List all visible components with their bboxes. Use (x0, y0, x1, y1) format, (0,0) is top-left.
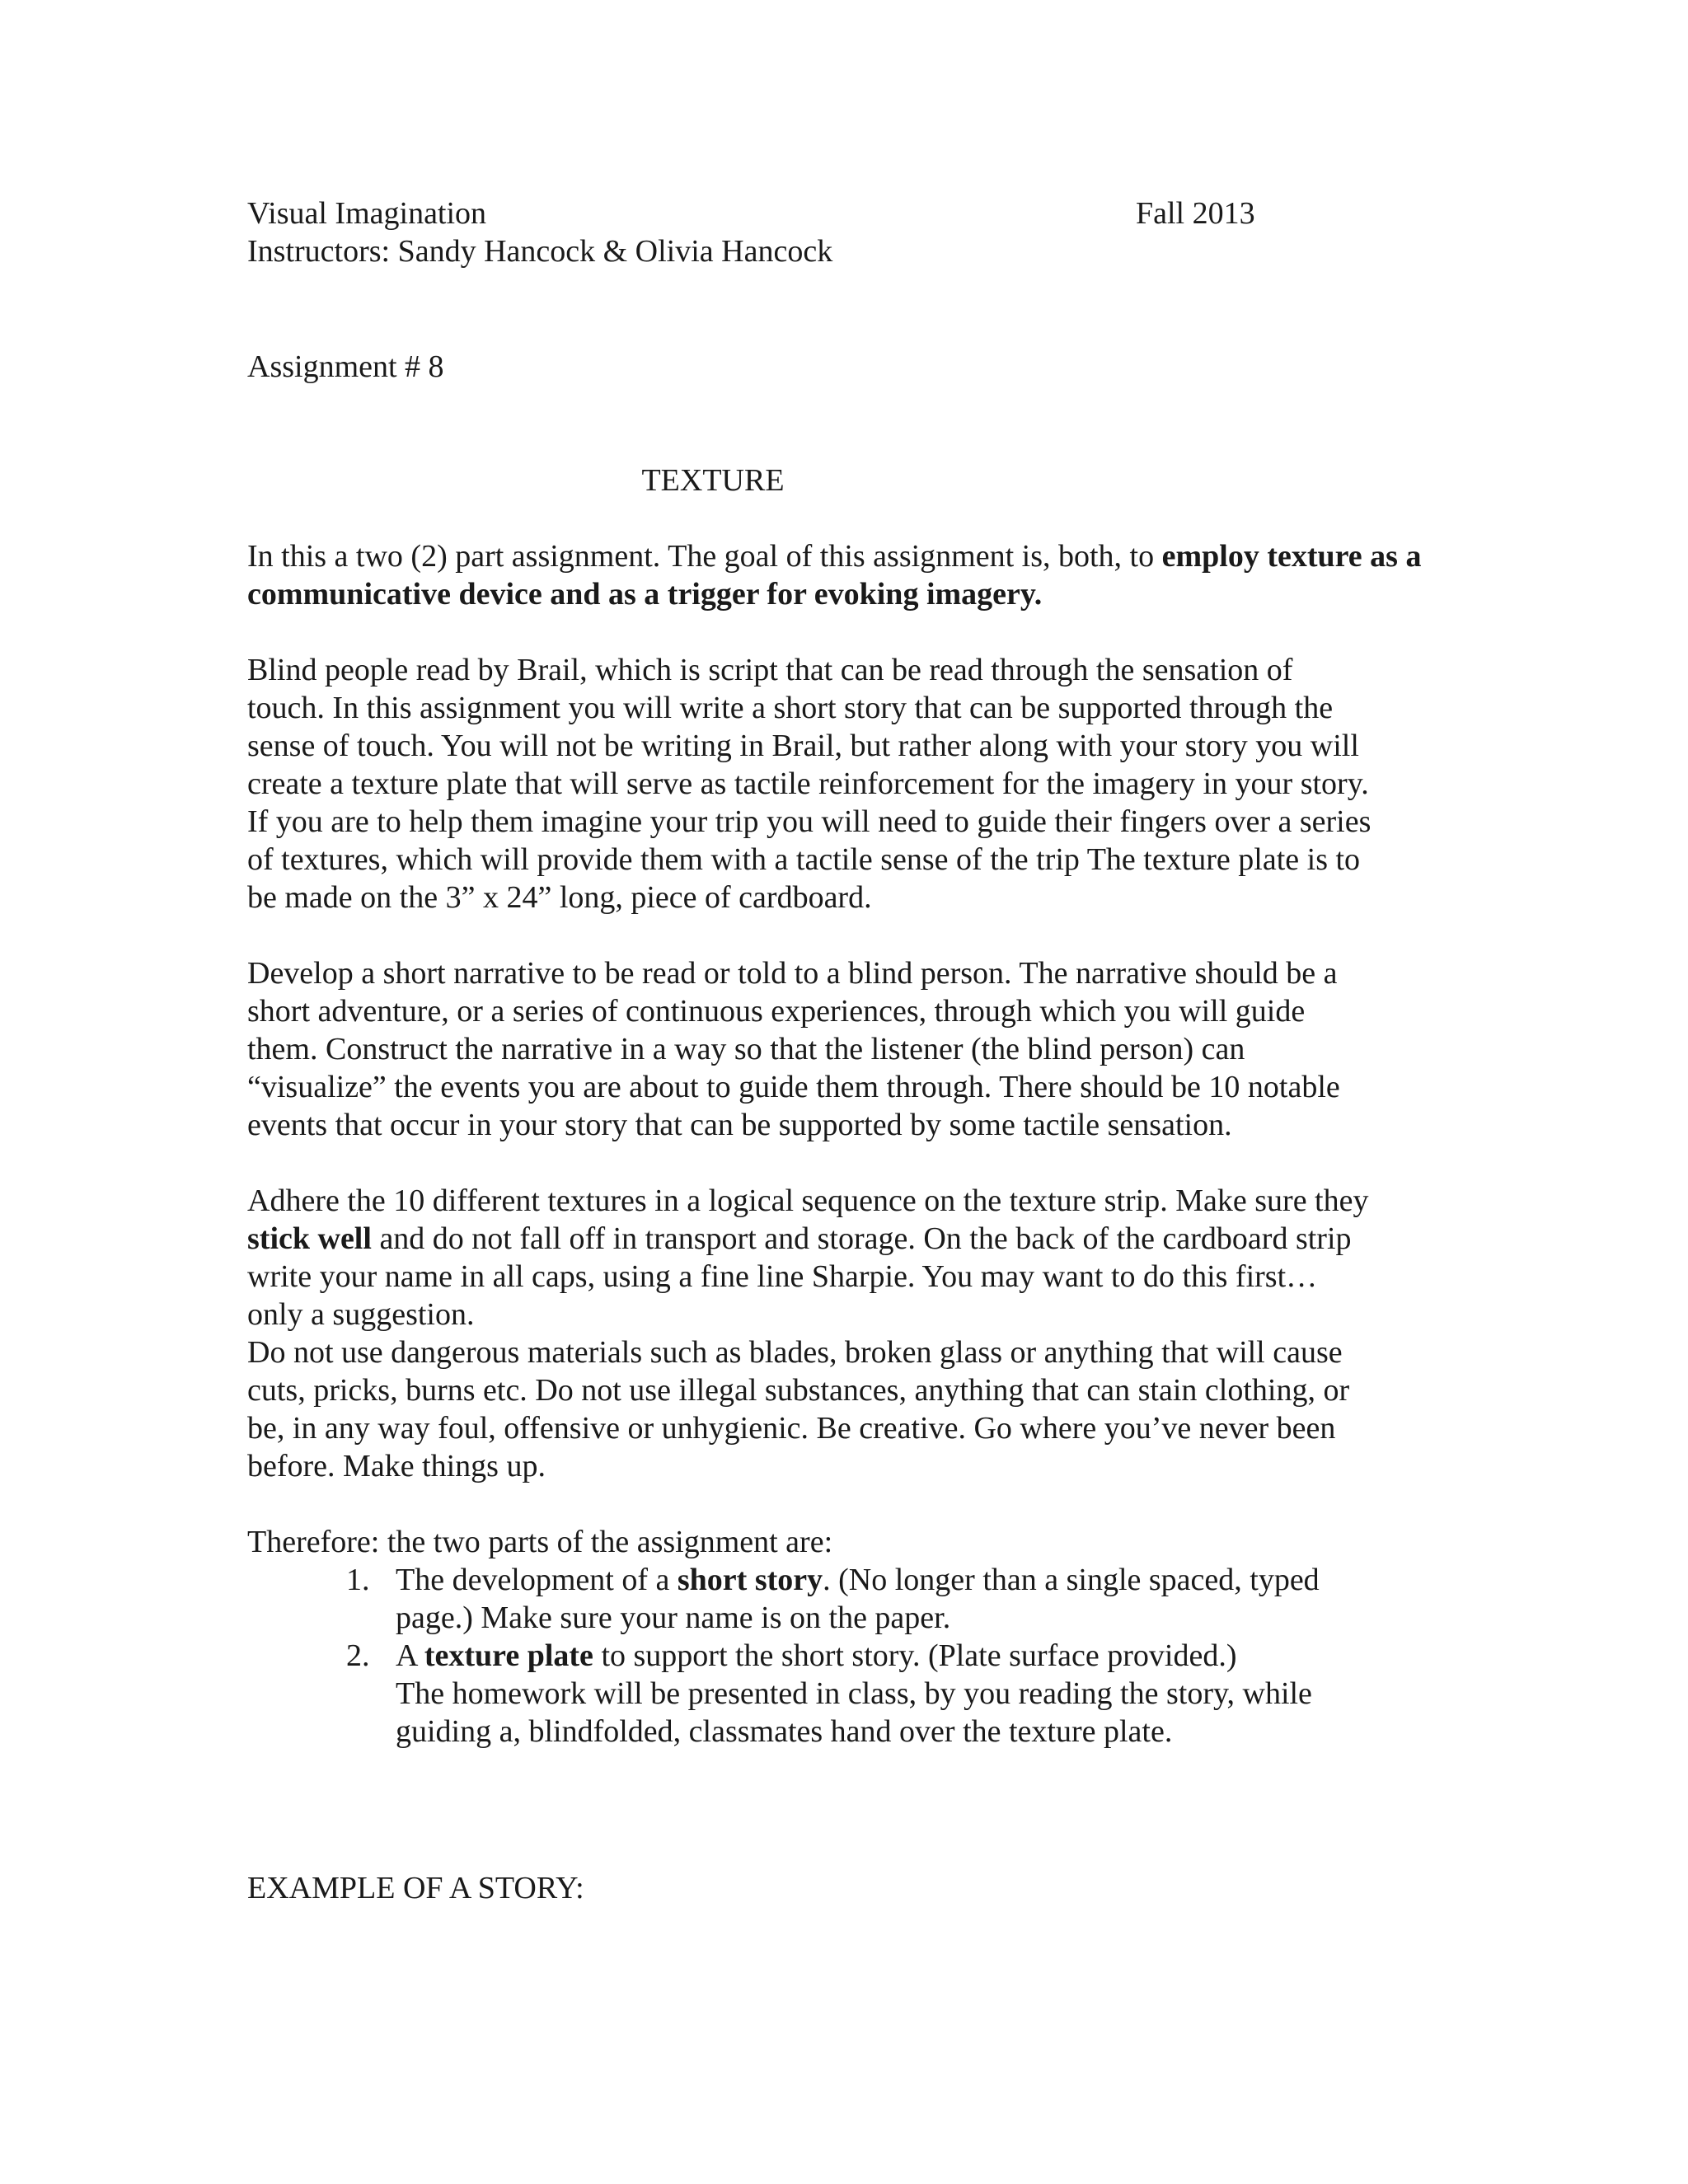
assignment-parts (247, 1523, 1434, 1750)
assignment-body (247, 537, 1434, 1750)
presentation-note: guiding a, blindfolded, classmates hand over the texture plate. (396, 1714, 1173, 1749)
text-line: Blind people read by Brail, which is script that can be read through the sensation of (247, 653, 1293, 687)
text-line: If you are to help them imagine your trip you will need to guide their fingers over a series (247, 804, 1372, 839)
text-line: them. Construct the narrative in a way so that the listener (the blind person) can (247, 1032, 1245, 1066)
text-line: touch. In this assignment you will write a short story that can be supported through the (247, 691, 1334, 725)
text-line: only a suggestion. (247, 1297, 475, 1332)
paragraph-narrative (247, 954, 1434, 1144)
course-name: Visual Imagination (247, 196, 487, 231)
list-number: 1. (346, 1563, 370, 1597)
short-story-bold: short story (677, 1563, 823, 1597)
presentation-note: The homework will be presented in class, by you reading the story, while (396, 1676, 1312, 1711)
text-line: be, in any way foul, offensive or unhygienic. Be creative. Go where you’ve never been (247, 1411, 1336, 1446)
intro-paragraph (247, 537, 1434, 613)
text-line: Develop a short narrative to be read or told to a blind person. The narrative should be a (247, 956, 1338, 991)
intro-goal-bold: employ texture as a communicative device and as a trigger for evoking imagery. (247, 539, 1422, 612)
parts-lead: Therefore: the two parts of the assignment are: (247, 1525, 833, 1559)
list-text: A (396, 1638, 424, 1673)
text-line: be made on the 3” x 24” long, piece of cardboard. (247, 880, 872, 915)
intro-text: In this a two (2) part assignment. The goal of this assignment is, both, to (247, 539, 1162, 574)
list-text: . (No longer than a single spaced, typed (823, 1563, 1320, 1597)
list-item (247, 1637, 1434, 1675)
document-title: TEXTURE (641, 463, 785, 498)
text-line-rest: and do not fall off in transport and storage. On the back of the cardboard strip (371, 1221, 1352, 1256)
text-line (247, 1220, 1434, 1258)
paragraph-textures (247, 1182, 1434, 1333)
text-line: of textures, which will provide them with a tactile sense of the trip The texture plate is to (247, 842, 1361, 877)
assignment-number: Assignment # 8 (247, 349, 444, 384)
text-line: events that occur in your story that can be supported by some tactile sensation. (247, 1108, 1232, 1142)
text-line: Adhere the 10 different textures in a logical sequence on the texture strip. Make sure they (247, 1183, 1369, 1218)
paragraph-safety (247, 1333, 1434, 1485)
example-heading: EXAMPLE OF A STORY: (247, 1871, 584, 1905)
text-line: Do not use dangerous materials such as blades, broken glass or anything that will cause (247, 1335, 1343, 1370)
text-line: “visualize” the events you are about to guide them through. There should be 10 notable (247, 1070, 1340, 1104)
parts-list (247, 1561, 1434, 1675)
list-text: page.) Make sure your name is on the paper. (396, 1601, 951, 1635)
text-line: short adventure, or a series of continuous experiences, through which you will guide (247, 994, 1306, 1029)
text-line: write your name in all caps, using a fine line Sharpie. You may want to do this first… (247, 1259, 1318, 1294)
list-number: 2. (346, 1638, 370, 1673)
texture-plate-bold: texture plate (424, 1638, 593, 1673)
text-line: create a texture plate that will serve as tactile reinforcement for the imagery in your story. (247, 766, 1369, 801)
list-text: to support the short story. (Plate surface provided.) (593, 1638, 1237, 1673)
list-item (247, 1561, 1434, 1637)
course-term: Fall 2013 (1136, 196, 1255, 231)
text-line: sense of touch. You will not be writing in Brail, but rather along with your story you will (247, 729, 1359, 763)
paragraph-braille (247, 651, 1434, 916)
course-header (247, 194, 1269, 270)
instructors-line: Instructors: Sandy Hancock & Olivia Hancock (247, 234, 833, 269)
text-line: cuts, pricks, burns etc. Do not use illegal substances, anything that can stain clothing, or (247, 1373, 1350, 1408)
stick-well-bold: stick well (247, 1221, 372, 1256)
list-text: The development of a (396, 1563, 678, 1597)
text-line: before. Make things up. (247, 1449, 546, 1483)
